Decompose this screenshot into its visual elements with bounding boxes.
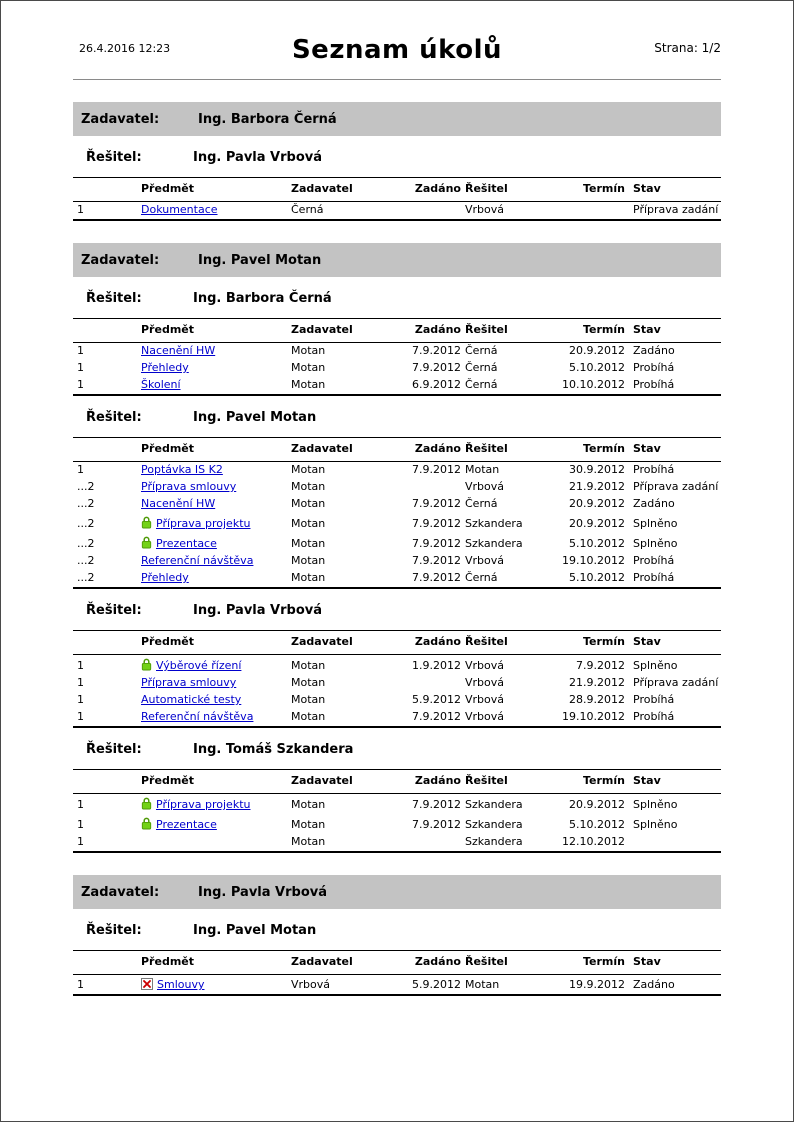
resitel-block: [73, 923, 721, 996]
column-header-zadano: Zadáno: [414, 182, 461, 195]
resitel-label: Řešitel:: [86, 923, 142, 938]
task-resitel: Motan: [465, 463, 500, 476]
task-link[interactable]: Výběrové řízení: [156, 659, 242, 672]
column-header-zadavatel: Zadavatel: [291, 182, 353, 195]
report-header: [73, 29, 721, 71]
task-predmet-cell: [141, 463, 291, 477]
column-header-zadavatel: Zadavatel: [291, 323, 353, 336]
task-row: [73, 360, 721, 377]
task-stav: Splněno: [633, 798, 678, 811]
column-header-resitel: Řešitel: [465, 442, 508, 455]
table-header-row: [73, 770, 721, 794]
task-link[interactable]: Smlouvy: [157, 978, 205, 991]
task-zadavatel: Motan: [291, 798, 326, 811]
task-table: [73, 950, 721, 996]
task-termin: 19.10.2012: [562, 554, 625, 567]
task-resitel: Vrbová: [465, 710, 505, 723]
task-stav: Příprava zadání: [633, 480, 719, 493]
task-number: 1: [77, 798, 84, 811]
task-zadano: 6.9.2012: [412, 378, 461, 391]
task-predmet-cell: [141, 480, 291, 494]
task-row: [73, 513, 721, 533]
column-header-zadano: Zadáno: [414, 774, 461, 787]
task-link[interactable]: Příprava smlouvy: [141, 676, 237, 689]
resitel-label: Řešitel:: [86, 150, 142, 165]
task-stav: Splněno: [633, 537, 678, 550]
task-number: ...2: [77, 480, 95, 493]
column-header-zadavatel: Zadavatel: [291, 635, 353, 648]
resitel-name: Ing. Pavla Vrbová: [193, 603, 322, 618]
task-termin: 5.10.2012: [569, 537, 625, 550]
task-number: 1: [77, 203, 84, 216]
resitel-block: [73, 150, 721, 221]
task-stav: Splněno: [633, 659, 678, 672]
task-link[interactable]: Přehledy: [141, 361, 189, 374]
zadavatel-name: Ing. Pavel Motan: [198, 252, 322, 268]
resitel-block: [73, 742, 721, 853]
task-termin: 10.10.2012: [562, 378, 625, 391]
task-number: 1: [77, 818, 84, 831]
task-termin: 21.9.2012: [569, 480, 625, 493]
task-zadavatel: Motan: [291, 554, 326, 567]
column-header-resitel: Řešitel: [465, 955, 508, 968]
task-zadano: 7.9.2012: [412, 463, 461, 476]
task-number: 1: [77, 361, 84, 374]
column-header-zadano: Zadáno: [414, 955, 461, 968]
column-header-zadano: Zadáno: [414, 635, 461, 648]
column-header-stav: Stav: [633, 442, 661, 455]
task-zadavatel: Motan: [291, 517, 326, 530]
header-divider: [73, 79, 721, 80]
column-header-predmet: Předmět: [141, 635, 195, 648]
resitel-block: [73, 291, 721, 396]
task-termin: 5.10.2012: [569, 571, 625, 584]
task-zadano: 5.9.2012: [412, 978, 461, 991]
resitel-label: Řešitel:: [86, 410, 142, 425]
task-row: [73, 553, 721, 570]
task-resitel: Černá: [465, 497, 498, 510]
task-resitel: Szkandera: [465, 517, 523, 530]
column-header-stav: Stav: [633, 774, 661, 787]
task-table: [73, 630, 721, 728]
zadavatel-label: Zadavatel:: [81, 111, 160, 127]
task-predmet-cell: [141, 676, 291, 690]
task-row: [73, 794, 721, 814]
zadavatel-name: Ing. Pavla Vrbová: [198, 884, 327, 900]
task-termin: 5.10.2012: [569, 361, 625, 374]
task-number: ...2: [77, 537, 95, 550]
task-link[interactable]: Přehledy: [141, 571, 189, 584]
task-row: [73, 814, 721, 834]
task-link[interactable]: Nacenění HW: [141, 497, 216, 510]
task-row: [73, 377, 721, 394]
task-table: [73, 177, 721, 221]
task-link[interactable]: Referenční návštěva: [141, 710, 254, 723]
zadavatel-bar: [73, 875, 721, 909]
task-predmet-cell: [141, 795, 291, 812]
task-predmet-cell: [141, 554, 291, 568]
task-link[interactable]: Poptávka IS K2: [141, 463, 223, 476]
task-stav: Splněno: [633, 818, 678, 831]
zadavatel-bar: [73, 102, 721, 136]
task-zadavatel: Vrbová: [291, 978, 331, 991]
column-header-resitel: Řešitel: [465, 323, 508, 336]
resitel-block: [73, 603, 721, 728]
task-termin: 20.9.2012: [569, 517, 625, 530]
task-resitel: Vrbová: [465, 693, 505, 706]
task-number: 1: [77, 676, 84, 689]
resitel-name: Ing. Barbora Černá: [193, 291, 332, 306]
task-stav: Probíhá: [633, 554, 675, 567]
task-number: ...2: [77, 554, 95, 567]
resitel-label: Řešitel:: [86, 603, 142, 618]
lock-icon: [141, 516, 152, 533]
task-row: [73, 570, 721, 587]
task-resitel: Szkandera: [465, 798, 523, 811]
lock-icon: [141, 817, 152, 834]
task-number: 1: [77, 463, 84, 476]
resitel-heading: [73, 742, 721, 757]
task-number: ...2: [77, 571, 95, 584]
task-zadano: 7.9.2012: [412, 344, 461, 357]
task-resitel: Szkandera: [465, 818, 523, 831]
task-stav: Zadáno: [633, 497, 675, 510]
task-link[interactable]: Prezentace: [156, 537, 217, 550]
task-zadano: 7.9.2012: [412, 818, 461, 831]
task-termin: 19.10.2012: [562, 710, 625, 723]
task-zadavatel: Motan: [291, 378, 326, 391]
task-row: [73, 202, 721, 219]
task-row: [73, 709, 721, 726]
table-header-row: [73, 319, 721, 343]
task-zadano: 5.9.2012: [412, 693, 461, 706]
task-zadavatel: Motan: [291, 497, 326, 510]
column-header-zadavatel: Zadavatel: [291, 442, 353, 455]
resitel-heading: [73, 150, 721, 165]
task-resitel: Motan: [465, 978, 500, 991]
task-zadavatel: Motan: [291, 676, 326, 689]
task-termin: 20.9.2012: [569, 497, 625, 510]
task-predmet-cell: [141, 976, 291, 992]
column-header-zadavatel: Zadavatel: [291, 774, 353, 787]
task-row: [73, 533, 721, 553]
column-header-termin: Termín: [583, 182, 625, 195]
task-zadavatel: Motan: [291, 344, 326, 357]
column-header-termin: Termín: [583, 774, 625, 787]
task-predmet-cell: [141, 203, 291, 217]
task-stav: Probíhá: [633, 378, 675, 391]
table-header-row: [73, 438, 721, 462]
resitel-name: Ing. Pavla Vrbová: [193, 150, 322, 165]
task-table: [73, 437, 721, 589]
task-number: 1: [77, 659, 84, 672]
task-zadavatel: Motan: [291, 693, 326, 706]
task-row: [73, 975, 721, 994]
task-zadavatel: Motan: [291, 480, 326, 493]
task-number: 1: [77, 835, 84, 848]
column-header-stav: Stav: [633, 182, 661, 195]
task-number: 1: [77, 344, 84, 357]
task-resitel: Vrbová: [465, 554, 505, 567]
task-zadavatel: Motan: [291, 463, 326, 476]
task-resitel: Černá: [465, 571, 498, 584]
task-resitel: Vrbová: [465, 480, 505, 493]
task-number: 1: [77, 378, 84, 391]
task-link[interactable]: Referenční návštěva: [141, 554, 254, 567]
task-zadavatel: Motan: [291, 835, 326, 848]
lock-icon: [141, 797, 152, 814]
task-stav: Splněno: [633, 517, 678, 530]
task-link[interactable]: Školení: [141, 378, 181, 391]
task-zadano: 7.9.2012: [412, 798, 461, 811]
task-row: [73, 496, 721, 513]
task-resitel: Vrbová: [465, 659, 505, 672]
task-zadavatel: Motan: [291, 361, 326, 374]
zadavatel-label: Zadavatel:: [81, 252, 160, 268]
column-header-resitel: Řešitel: [465, 635, 508, 648]
column-header-termin: Termín: [583, 442, 625, 455]
task-termin: 28.9.2012: [569, 693, 625, 706]
column-header-stav: Stav: [633, 323, 661, 336]
task-predmet-cell: [141, 378, 291, 392]
zadavatel-group: [73, 102, 721, 221]
column-header-resitel: Řešitel: [465, 182, 508, 195]
task-link[interactable]: Příprava projektu: [156, 798, 251, 811]
column-header-zadano: Zadáno: [414, 323, 461, 336]
task-resitel: Szkandera: [465, 537, 523, 550]
zadavatel-name: Ing. Barbora Černá: [198, 111, 337, 127]
task-zadano: 7.9.2012: [412, 497, 461, 510]
zadavatel-group: [73, 243, 721, 853]
task-number: ...2: [77, 517, 95, 530]
task-termin: 21.9.2012: [569, 676, 625, 689]
resitel-heading: [73, 923, 721, 938]
task-resitel: Černá: [465, 361, 498, 374]
task-zadavatel: Motan: [291, 710, 326, 723]
task-predmet-cell: [141, 693, 291, 707]
page-number: Strana: 1/2: [654, 41, 721, 55]
task-stav: Probíhá: [633, 693, 675, 706]
task-predmet-cell: [141, 710, 291, 724]
task-predmet-cell: [141, 361, 291, 375]
task-zadavatel: Motan: [291, 537, 326, 550]
task-stav: Probíhá: [633, 571, 675, 584]
resitel-name: Ing. Tomáš Szkandera: [193, 742, 354, 757]
page-title: Seznam úkolů: [291, 35, 503, 65]
task-number: ...2: [77, 497, 95, 510]
resitel-name: Ing. Pavel Motan: [193, 410, 317, 425]
task-link[interactable]: Dokumentace: [141, 203, 218, 216]
task-row: [73, 834, 721, 851]
resitel-label: Řešitel:: [86, 291, 142, 306]
task-table: [73, 769, 721, 853]
task-number: 1: [77, 710, 84, 723]
column-header-stav: Stav: [633, 635, 661, 648]
task-zadavatel: Černá: [291, 203, 324, 216]
task-row: [73, 675, 721, 692]
column-header-predmet: Předmět: [141, 442, 195, 455]
column-header-stav: Stav: [633, 955, 661, 968]
task-stav: Probíhá: [633, 710, 675, 723]
task-link[interactable]: Prezentace: [156, 818, 217, 831]
column-header-termin: Termín: [583, 323, 625, 336]
task-row: [73, 462, 721, 479]
task-zadano: 7.9.2012: [412, 537, 461, 550]
resitel-label: Řešitel:: [86, 742, 142, 757]
task-number: 1: [77, 978, 84, 991]
task-zadavatel: Motan: [291, 571, 326, 584]
resitel-heading: [73, 410, 721, 425]
table-header-row: [73, 951, 721, 975]
task-zadano: 7.9.2012: [412, 517, 461, 530]
task-zadano: 1.9.2012: [412, 659, 461, 672]
column-header-predmet: Předmět: [141, 323, 195, 336]
task-row: [73, 655, 721, 675]
zadavatel-label: Zadavatel:: [81, 884, 160, 900]
task-resitel: Černá: [465, 344, 498, 357]
task-predmet-cell: [141, 344, 291, 358]
zadavatel-bar: [73, 243, 721, 277]
task-zadano: 7.9.2012: [412, 361, 461, 374]
task-link[interactable]: Příprava smlouvy: [141, 480, 237, 493]
task-zadavatel: Motan: [291, 818, 326, 831]
column-header-predmet: Předmět: [141, 955, 195, 968]
delete-cross-icon: [141, 978, 153, 994]
column-header-zadavatel: Zadavatel: [291, 955, 353, 968]
table-header-row: [73, 178, 721, 202]
task-groups: [73, 102, 721, 996]
column-header-predmet: Předmět: [141, 182, 195, 195]
task-termin: 20.9.2012: [569, 344, 625, 357]
resitel-block: [73, 410, 721, 589]
task-number: 1: [77, 693, 84, 706]
column-header-resitel: Řešitel: [465, 774, 508, 787]
task-predmet-cell: [141, 534, 291, 551]
task-predmet-cell: [141, 656, 291, 673]
task-termin: 7.9.2012: [576, 659, 625, 672]
task-zadano: 7.9.2012: [412, 554, 461, 567]
resitel-name: Ing. Pavel Motan: [193, 923, 317, 938]
task-zadano: 7.9.2012: [412, 571, 461, 584]
task-row: [73, 479, 721, 496]
resitel-heading: [73, 291, 721, 306]
report-datetime: 26.4.2016 12:23: [79, 42, 171, 55]
column-header-termin: Termín: [583, 955, 625, 968]
task-predmet-cell: [141, 514, 291, 531]
task-row: [73, 692, 721, 709]
column-header-zadano: Zadáno: [414, 442, 461, 455]
column-header-predmet: Předmět: [141, 774, 195, 787]
task-row: [73, 343, 721, 360]
task-stav: Příprava zadání: [633, 676, 719, 689]
task-zadavatel: Motan: [291, 659, 326, 672]
task-stav: Zadáno: [633, 344, 675, 357]
task-link[interactable]: Příprava projektu: [156, 517, 251, 530]
task-resitel: Černá: [465, 378, 498, 391]
task-stav: Zadáno: [633, 978, 675, 991]
task-zadano: 7.9.2012: [412, 710, 461, 723]
zadavatel-group: [73, 875, 721, 996]
column-header-termin: Termín: [583, 635, 625, 648]
table-header-row: [73, 631, 721, 655]
lock-icon: [141, 536, 152, 553]
task-link[interactable]: Nacenění HW: [141, 344, 216, 357]
task-table: [73, 318, 721, 396]
task-stav: Probíhá: [633, 361, 675, 374]
task-resitel: Vrbová: [465, 676, 505, 689]
report-content: [1, 1, 793, 996]
task-resitel: Vrbová: [465, 203, 505, 216]
task-termin: 12.10.2012: [562, 835, 625, 848]
task-link[interactable]: Automatické testy: [141, 693, 242, 706]
task-termin: 19.9.2012: [569, 978, 625, 991]
lock-icon: [141, 658, 152, 675]
task-predmet-cell: [141, 815, 291, 832]
task-termin: 20.9.2012: [569, 798, 625, 811]
resitel-heading: [73, 603, 721, 618]
task-termin: 5.10.2012: [569, 818, 625, 831]
task-predmet-cell: [141, 571, 291, 585]
task-resitel: Szkandera: [465, 835, 523, 848]
task-stav: Probíhá: [633, 463, 675, 476]
task-stav: Příprava zadání: [633, 203, 719, 216]
task-termin: 30.9.2012: [569, 463, 625, 476]
task-predmet-cell: [141, 497, 291, 511]
